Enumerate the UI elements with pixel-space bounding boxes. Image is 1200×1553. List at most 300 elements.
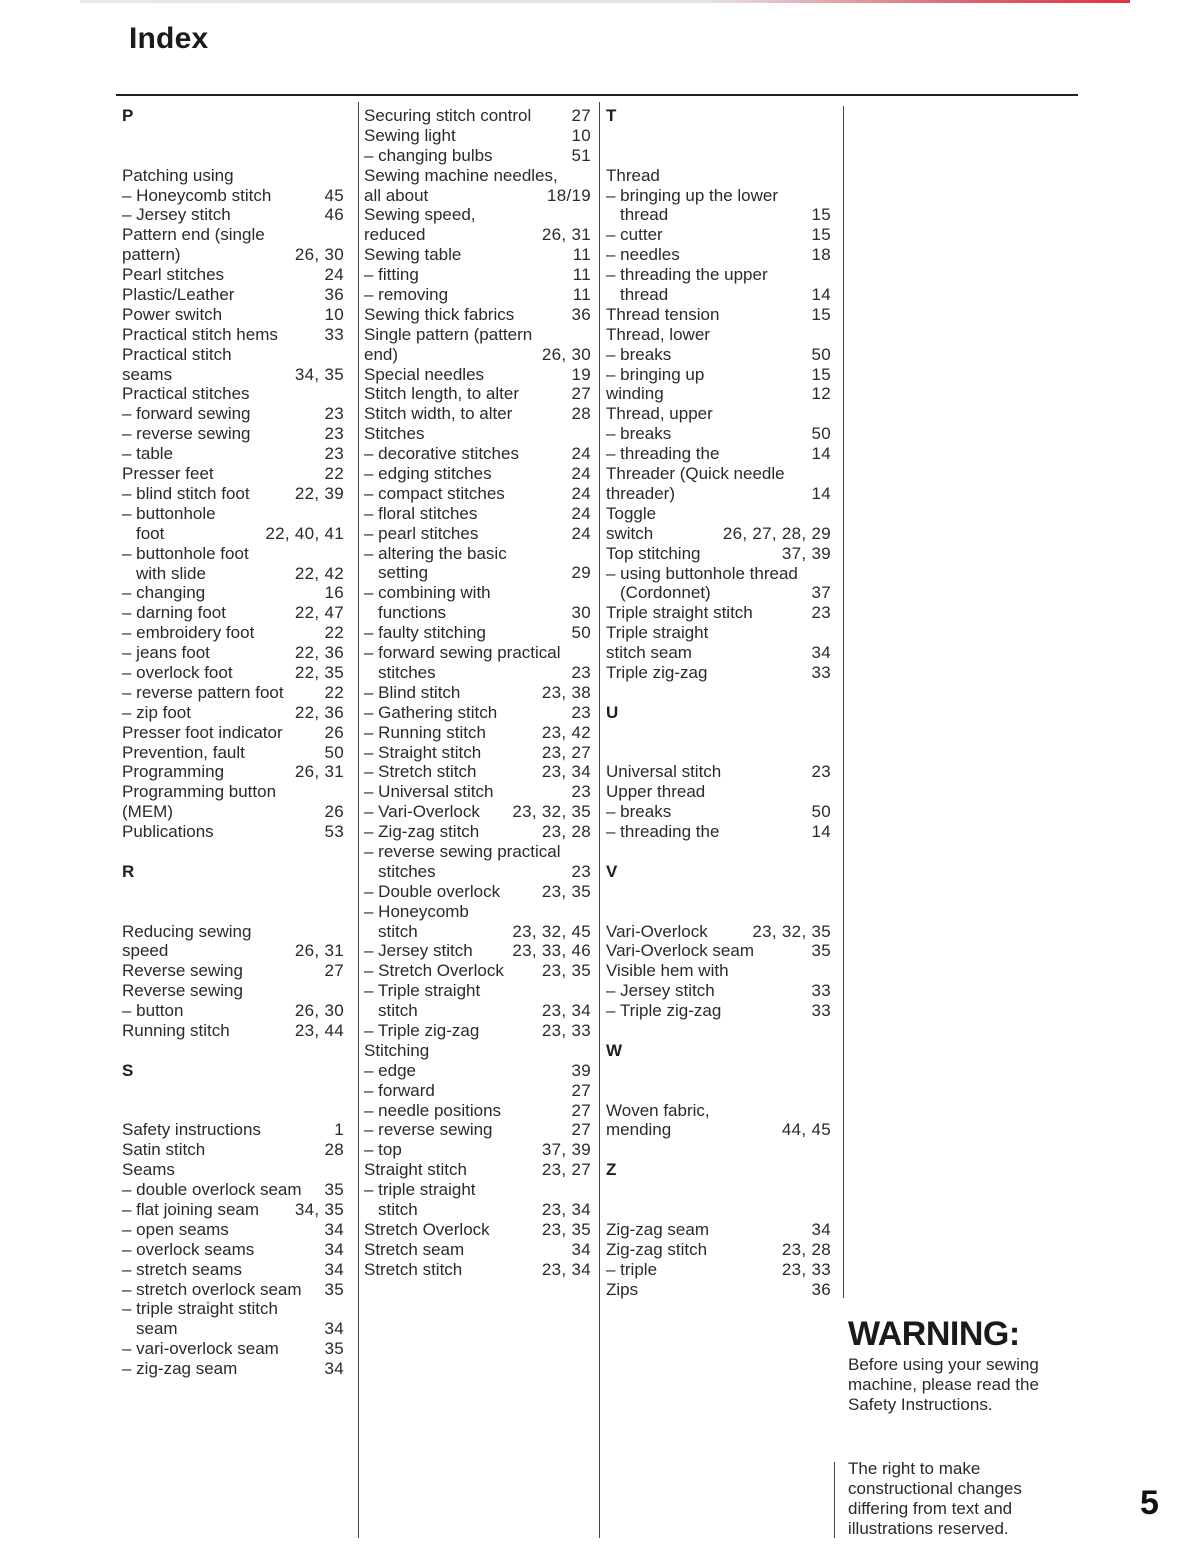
entry-term: – Double overlock bbox=[364, 881, 501, 901]
index-entry bbox=[122, 1160, 344, 1180]
entry-pages: 34, 35 bbox=[294, 1200, 344, 1220]
index-entry bbox=[606, 345, 831, 365]
index-entry bbox=[122, 504, 344, 524]
index-entry bbox=[606, 802, 831, 822]
entry-pages: 23 bbox=[324, 424, 344, 444]
entry-pages: 27 bbox=[571, 1080, 591, 1100]
entry-term: – threading the bbox=[606, 444, 720, 464]
index-entry bbox=[606, 464, 831, 484]
entry-term: Stitch length, to alter bbox=[364, 384, 519, 404]
section-letter: S bbox=[122, 1060, 134, 1080]
index-entry bbox=[122, 166, 344, 186]
entry-pages: 23, 42 bbox=[541, 722, 591, 742]
entry-term: – compact stitches bbox=[364, 483, 505, 503]
entry-pages: 11 bbox=[572, 265, 591, 285]
entry-term: – bringing up bbox=[606, 364, 705, 384]
entry-term: – table bbox=[122, 444, 174, 464]
entry-term: – stretch seams bbox=[122, 1259, 242, 1279]
entry-pages: 34, 35 bbox=[294, 364, 344, 384]
entry-pages: 45 bbox=[324, 185, 344, 205]
entry-term: winding bbox=[606, 384, 664, 404]
index-entry bbox=[122, 1140, 344, 1160]
entry-pages: 35 bbox=[324, 1279, 344, 1299]
entry-pages: 27 bbox=[324, 961, 344, 981]
entry-pages: 23, 33, 46 bbox=[512, 941, 591, 961]
index-entry bbox=[606, 186, 831, 206]
entry-term: Triple zig-zag bbox=[606, 662, 708, 682]
entry-term: – double overlock seam bbox=[122, 1180, 302, 1200]
entry-term: Triple straight bbox=[606, 623, 709, 643]
index-entry bbox=[364, 862, 591, 882]
index-entry bbox=[606, 524, 831, 544]
index-entry bbox=[122, 424, 344, 444]
index-entry bbox=[606, 922, 831, 942]
entry-pages: 22 bbox=[324, 464, 344, 484]
index-entry bbox=[122, 603, 344, 623]
entry-term: – bringing up the lower bbox=[606, 185, 779, 205]
index-entry bbox=[122, 1280, 344, 1300]
entry-pages: 27 bbox=[571, 1100, 591, 1120]
index-entry bbox=[364, 1180, 591, 1200]
index-entry bbox=[606, 663, 831, 683]
entry-term: – using buttonhole thread bbox=[606, 563, 798, 583]
entry-pages: 26, 30 bbox=[294, 245, 344, 265]
entry-term: – reverse pattern foot bbox=[122, 682, 284, 702]
entry-pages: 33 bbox=[811, 662, 831, 682]
index-entry bbox=[364, 1001, 591, 1021]
warning-box bbox=[848, 1313, 1088, 1415]
entry-pages: 23, 32, 35 bbox=[752, 921, 831, 941]
index-entry bbox=[122, 822, 344, 842]
entry-term: Top stitching bbox=[606, 543, 701, 563]
spacer bbox=[606, 1021, 831, 1041]
entry-term: Patching using bbox=[122, 165, 234, 185]
entry-term: – reverse sewing bbox=[122, 424, 251, 444]
entry-pages: 34 bbox=[324, 1239, 344, 1259]
entry-term: Practical stitch hems bbox=[122, 324, 278, 344]
index-entry bbox=[122, 782, 344, 802]
entry-pages: 18 bbox=[811, 245, 831, 265]
column-divider bbox=[599, 102, 600, 1538]
index-entry bbox=[364, 444, 591, 464]
entry-pages: 34 bbox=[324, 1359, 344, 1379]
entry-term: – removing bbox=[364, 285, 449, 305]
entry-term: – overlock foot bbox=[122, 662, 233, 682]
entry-term: pattern) bbox=[122, 245, 181, 265]
entry-term: Zips bbox=[606, 1279, 639, 1299]
entry-term: Programming button bbox=[122, 782, 277, 802]
entry-term: Seams bbox=[122, 1160, 175, 1180]
entry-term: Power switch bbox=[122, 304, 223, 324]
index-entry bbox=[122, 643, 344, 663]
entry-term: – threading the upper bbox=[606, 265, 768, 285]
entry-pages: 34 bbox=[811, 1219, 831, 1239]
entry-term: – needles bbox=[606, 245, 680, 265]
entry-term: – pearl stitches bbox=[364, 523, 479, 543]
index-column-1 bbox=[122, 106, 344, 1379]
entry-pages: 15 bbox=[811, 225, 831, 245]
entry-pages: 14 bbox=[811, 822, 831, 842]
index-entry bbox=[606, 822, 831, 842]
entry-pages: 26, 27, 28, 29 bbox=[722, 523, 831, 543]
entry-pages: 22 bbox=[324, 623, 344, 643]
entry-term: – zip foot bbox=[122, 702, 191, 722]
entry-term: Thread tension bbox=[606, 304, 720, 324]
entry-term: Single pattern (pattern bbox=[364, 324, 533, 344]
entry-pages: 23 bbox=[811, 603, 831, 623]
entry-pages: 23, 27 bbox=[541, 1160, 591, 1180]
entry-term: – Straight stitch bbox=[364, 742, 482, 762]
entry-pages: 27 bbox=[571, 1120, 591, 1140]
index-entry bbox=[364, 544, 591, 564]
index-entry bbox=[364, 663, 591, 683]
index-entry bbox=[122, 1260, 344, 1280]
entry-term: Visible hem with bbox=[606, 961, 729, 981]
entry-term: – vari-overlock seam bbox=[122, 1339, 279, 1359]
index-entry bbox=[122, 245, 344, 265]
entry-pages: 15 bbox=[811, 304, 831, 324]
entry-pages: 23, 27 bbox=[541, 742, 591, 762]
index-entry bbox=[364, 1081, 591, 1101]
index-entry bbox=[364, 1240, 591, 1260]
entry-term: – open seams bbox=[122, 1219, 229, 1239]
index-column-2 bbox=[364, 106, 591, 1280]
entry-pages: 14 bbox=[811, 285, 831, 305]
index-entry bbox=[122, 365, 344, 385]
entry-term: – blind stitch foot bbox=[122, 483, 250, 503]
spacer bbox=[606, 683, 831, 703]
entry-term: – Triple straight bbox=[364, 981, 481, 1001]
index-entry bbox=[122, 1339, 344, 1359]
entry-term: Thread, lower bbox=[606, 324, 710, 344]
entry-pages: 26, 31 bbox=[294, 762, 344, 782]
entry-term: Sewing machine needles, bbox=[364, 165, 558, 185]
index-entry bbox=[364, 1041, 591, 1061]
entry-pages: 26 bbox=[324, 802, 344, 822]
entry-pages: 23, 35 bbox=[541, 961, 591, 981]
entry-pages: 22, 47 bbox=[294, 603, 344, 623]
entry-term: – fitting bbox=[364, 265, 419, 285]
index-entry bbox=[364, 146, 591, 166]
entry-term: Sewing speed, bbox=[364, 205, 476, 225]
entry-pages: 23, 28 bbox=[541, 822, 591, 842]
entry-pages: 15 bbox=[811, 364, 831, 384]
entry-term: – Vari-Overlock bbox=[364, 802, 480, 822]
entry-pages: 34 bbox=[324, 1219, 344, 1239]
entry-pages: 23, 32, 45 bbox=[512, 921, 591, 941]
index-entry bbox=[606, 1220, 831, 1240]
index-entry bbox=[364, 305, 591, 325]
entry-term: setting bbox=[378, 563, 429, 583]
entry-pages: 23 bbox=[811, 762, 831, 782]
entry-term: Publications bbox=[122, 822, 214, 842]
entry-term: Woven fabric, bbox=[606, 1100, 710, 1120]
entry-pages: 29 bbox=[571, 563, 591, 583]
entry-pages: 23, 38 bbox=[541, 682, 591, 702]
entry-pages: 23, 32, 35 bbox=[512, 802, 591, 822]
entry-term: Zig-zag stitch bbox=[606, 1239, 708, 1259]
entry-term: Presser feet bbox=[122, 464, 214, 484]
entry-term: – Triple zig-zag bbox=[364, 1020, 480, 1040]
entry-pages: 23 bbox=[571, 782, 591, 802]
entry-term: – altering the basic bbox=[364, 543, 507, 563]
entry-pages: 23 bbox=[324, 444, 344, 464]
spacer bbox=[122, 842, 344, 862]
entry-term: Reducing sewing bbox=[122, 921, 252, 941]
index-entry bbox=[364, 325, 591, 345]
index-entry bbox=[364, 524, 591, 544]
entry-term: – triple straight stitch bbox=[122, 1299, 278, 1319]
index-entry bbox=[122, 961, 344, 981]
entry-pages: 27 bbox=[571, 384, 591, 404]
index-entry bbox=[364, 922, 591, 942]
entry-term: stitch seam bbox=[606, 643, 692, 663]
index-entry bbox=[364, 1160, 591, 1180]
entry-term: – reverse sewing bbox=[364, 1120, 493, 1140]
entry-term: Practical stitch bbox=[122, 344, 232, 364]
index-entry bbox=[122, 623, 344, 643]
entry-term: Zig-zag seam bbox=[606, 1219, 709, 1239]
index-entry bbox=[606, 583, 831, 603]
index-entry bbox=[606, 384, 831, 404]
index-entry bbox=[606, 265, 831, 285]
entry-pages: 15 bbox=[811, 205, 831, 225]
index-entry bbox=[606, 166, 831, 186]
index-entry bbox=[606, 1001, 831, 1021]
section-letter: T bbox=[606, 106, 617, 125]
index-entry bbox=[122, 544, 344, 564]
entry-pages: 23, 28 bbox=[781, 1239, 831, 1259]
index-entry bbox=[364, 1200, 591, 1220]
entry-pages: 35 bbox=[324, 1180, 344, 1200]
entry-pages: 35 bbox=[811, 941, 831, 961]
index-entry bbox=[364, 723, 591, 743]
index-entry bbox=[122, 1220, 344, 1240]
index-entry bbox=[364, 643, 591, 663]
index-entry bbox=[606, 484, 831, 504]
entry-term: – Honeycomb bbox=[364, 901, 469, 921]
index-entry bbox=[122, 743, 344, 763]
entry-term: – Zig-zag stitch bbox=[364, 822, 480, 842]
index-entry bbox=[364, 205, 591, 225]
column-divider bbox=[358, 102, 359, 1538]
index-entry bbox=[122, 1359, 344, 1379]
index-entry bbox=[122, 484, 344, 504]
entry-term: Reverse sewing bbox=[122, 981, 243, 1001]
entry-pages: 51 bbox=[571, 145, 591, 165]
entry-pages: 23, 33 bbox=[541, 1020, 591, 1040]
index-entry bbox=[606, 444, 831, 464]
entry-term: – Honeycomb stitch bbox=[122, 185, 272, 205]
entry-pages: 37, 39 bbox=[541, 1140, 591, 1160]
entry-term: Stitches bbox=[364, 424, 425, 444]
entry-term: functions bbox=[378, 603, 447, 623]
entry-term: threader) bbox=[606, 483, 675, 503]
entry-pages: 1 bbox=[334, 1120, 344, 1140]
entry-pages: 44, 45 bbox=[781, 1120, 831, 1140]
index-entry bbox=[364, 186, 591, 206]
entry-pages: 12 bbox=[811, 384, 831, 404]
entry-term: – decorative stitches bbox=[364, 444, 519, 464]
entry-pages: 23 bbox=[571, 861, 591, 881]
entry-term: – jeans foot bbox=[122, 643, 210, 663]
entry-term: Safety instructions bbox=[122, 1120, 261, 1140]
index-entry bbox=[122, 683, 344, 703]
entry-pages: 22, 35 bbox=[294, 662, 344, 682]
title-rule bbox=[116, 94, 1078, 96]
entry-term: – cutter bbox=[606, 225, 663, 245]
entry-term: – flat joining seam bbox=[122, 1200, 260, 1220]
index-entry bbox=[122, 1120, 344, 1140]
entry-pages: 24 bbox=[571, 503, 591, 523]
index-entry bbox=[606, 1280, 831, 1300]
index-entry bbox=[606, 504, 831, 524]
entry-pages: 11 bbox=[572, 245, 591, 265]
entry-pages: 33 bbox=[811, 981, 831, 1001]
entry-pages: 22 bbox=[324, 682, 344, 702]
entry-term: – overlock seams bbox=[122, 1239, 255, 1259]
entry-term: Sewing light bbox=[364, 125, 456, 145]
entry-term: – forward bbox=[364, 1080, 435, 1100]
index-entry bbox=[364, 981, 591, 1001]
entry-term: (MEM) bbox=[122, 802, 173, 822]
index-entry bbox=[364, 1101, 591, 1121]
entry-pages: 24 bbox=[571, 523, 591, 543]
entry-pages: 11 bbox=[572, 285, 591, 305]
section-letter: W bbox=[606, 1040, 623, 1060]
entry-pages: 27 bbox=[571, 106, 591, 125]
entry-pages: 23 bbox=[571, 702, 591, 722]
entry-term: – Stretch Overlock bbox=[364, 961, 504, 981]
index-entry bbox=[606, 782, 831, 802]
index-entry bbox=[122, 205, 344, 225]
index-entry bbox=[606, 1260, 831, 1280]
entry-term: seam bbox=[136, 1319, 178, 1339]
spacer bbox=[606, 1140, 831, 1160]
index-entry bbox=[122, 1319, 344, 1339]
entry-term: – Universal stitch bbox=[364, 782, 494, 802]
entry-term: Presser foot indicator bbox=[122, 722, 283, 742]
index-entry bbox=[364, 404, 591, 424]
entry-term: Prevention, fault bbox=[122, 742, 245, 762]
entry-term: all about bbox=[364, 185, 429, 205]
index-entry bbox=[364, 703, 591, 723]
entry-term: – zig-zag seam bbox=[122, 1359, 238, 1379]
entry-pages: 34 bbox=[324, 1319, 344, 1339]
index-entry bbox=[122, 1180, 344, 1200]
index-entry bbox=[364, 285, 591, 305]
entry-term: Stitching bbox=[364, 1040, 430, 1060]
entry-pages: 24 bbox=[571, 444, 591, 464]
index-entry bbox=[122, 703, 344, 723]
entry-term: – top bbox=[364, 1140, 402, 1160]
entry-term: stitches bbox=[378, 662, 436, 682]
entry-pages: 26, 31 bbox=[541, 225, 591, 245]
entry-pages: 14 bbox=[811, 444, 831, 464]
entry-term: mending bbox=[606, 1120, 672, 1140]
index-entry bbox=[122, 225, 344, 245]
entry-pages: 24 bbox=[571, 464, 591, 484]
entry-term: stitch bbox=[378, 1199, 418, 1219]
entry-term: foot bbox=[136, 523, 165, 543]
section-letter: Z bbox=[606, 1160, 617, 1180]
entry-term: – triple straight bbox=[364, 1180, 476, 1200]
index-entry bbox=[122, 1299, 344, 1319]
entry-term: Programming bbox=[122, 762, 225, 782]
column-divider bbox=[843, 106, 844, 1298]
index-entry bbox=[364, 126, 591, 146]
entry-term: Stretch stitch bbox=[364, 1259, 463, 1279]
index-entry bbox=[606, 1240, 831, 1260]
entry-term: stitch bbox=[378, 921, 418, 941]
index-entry bbox=[364, 1061, 591, 1081]
index-entry bbox=[364, 683, 591, 703]
entry-pages: 24 bbox=[571, 483, 591, 503]
entry-pages: 37, 39 bbox=[781, 543, 831, 563]
index-entry bbox=[606, 225, 831, 245]
entry-pages: 26, 30 bbox=[294, 1001, 344, 1021]
entry-term: with slide bbox=[136, 563, 206, 583]
entry-pages: 33 bbox=[811, 1001, 831, 1021]
entry-pages: 36 bbox=[324, 285, 344, 305]
index-entry bbox=[606, 643, 831, 663]
entry-pages: 39 bbox=[571, 1060, 591, 1080]
entry-term: – combining with bbox=[364, 583, 491, 603]
entry-term: – buttonhole bbox=[122, 503, 216, 523]
entry-term: Satin stitch bbox=[122, 1140, 206, 1160]
entry-term: Triple straight stitch bbox=[606, 603, 753, 623]
entry-term: Vari-Overlock seam bbox=[606, 941, 754, 961]
index-entry bbox=[364, 504, 591, 524]
index-entry bbox=[606, 1120, 831, 1140]
entry-term: – Jersey stitch bbox=[122, 205, 231, 225]
entry-term: Toggle bbox=[606, 503, 657, 523]
index-entry bbox=[606, 1101, 831, 1121]
index-entry bbox=[606, 305, 831, 325]
index-entry bbox=[122, 802, 344, 822]
index-entry bbox=[122, 464, 344, 484]
entry-pages: 23, 35 bbox=[541, 1219, 591, 1239]
index-entry bbox=[606, 325, 831, 345]
index-entry bbox=[364, 961, 591, 981]
entry-term: – darning foot bbox=[122, 603, 226, 623]
entry-pages: 23 bbox=[571, 662, 591, 682]
entry-term: (Cordonnet) bbox=[620, 583, 711, 603]
index-entry bbox=[364, 1260, 591, 1280]
entry-pages: 18/19 bbox=[546, 185, 591, 205]
entry-pages: 26, 31 bbox=[294, 941, 344, 961]
index-entry bbox=[122, 325, 344, 345]
entry-term: Plastic/Leather bbox=[122, 285, 235, 305]
entry-pages: 23, 34 bbox=[541, 762, 591, 782]
entry-term: – forward sewing bbox=[122, 404, 251, 424]
entry-pages: 22, 39 bbox=[294, 483, 344, 503]
index-entry bbox=[364, 882, 591, 902]
index-entry bbox=[606, 245, 831, 265]
index-entry bbox=[364, 365, 591, 385]
entry-term: – Running stitch bbox=[364, 722, 486, 742]
index-entry bbox=[122, 305, 344, 325]
entry-term: – Blind stitch bbox=[364, 682, 461, 702]
spacer bbox=[606, 842, 831, 862]
entry-term: – breaks bbox=[606, 344, 672, 364]
entry-pages: 23, 34 bbox=[541, 1259, 591, 1279]
entry-term: Universal stitch bbox=[606, 762, 722, 782]
page-number: 5 bbox=[1140, 1484, 1159, 1522]
entry-term: switch bbox=[606, 523, 654, 543]
entry-term: Special needles bbox=[364, 364, 485, 384]
entry-pages: 23, 33 bbox=[781, 1259, 831, 1279]
